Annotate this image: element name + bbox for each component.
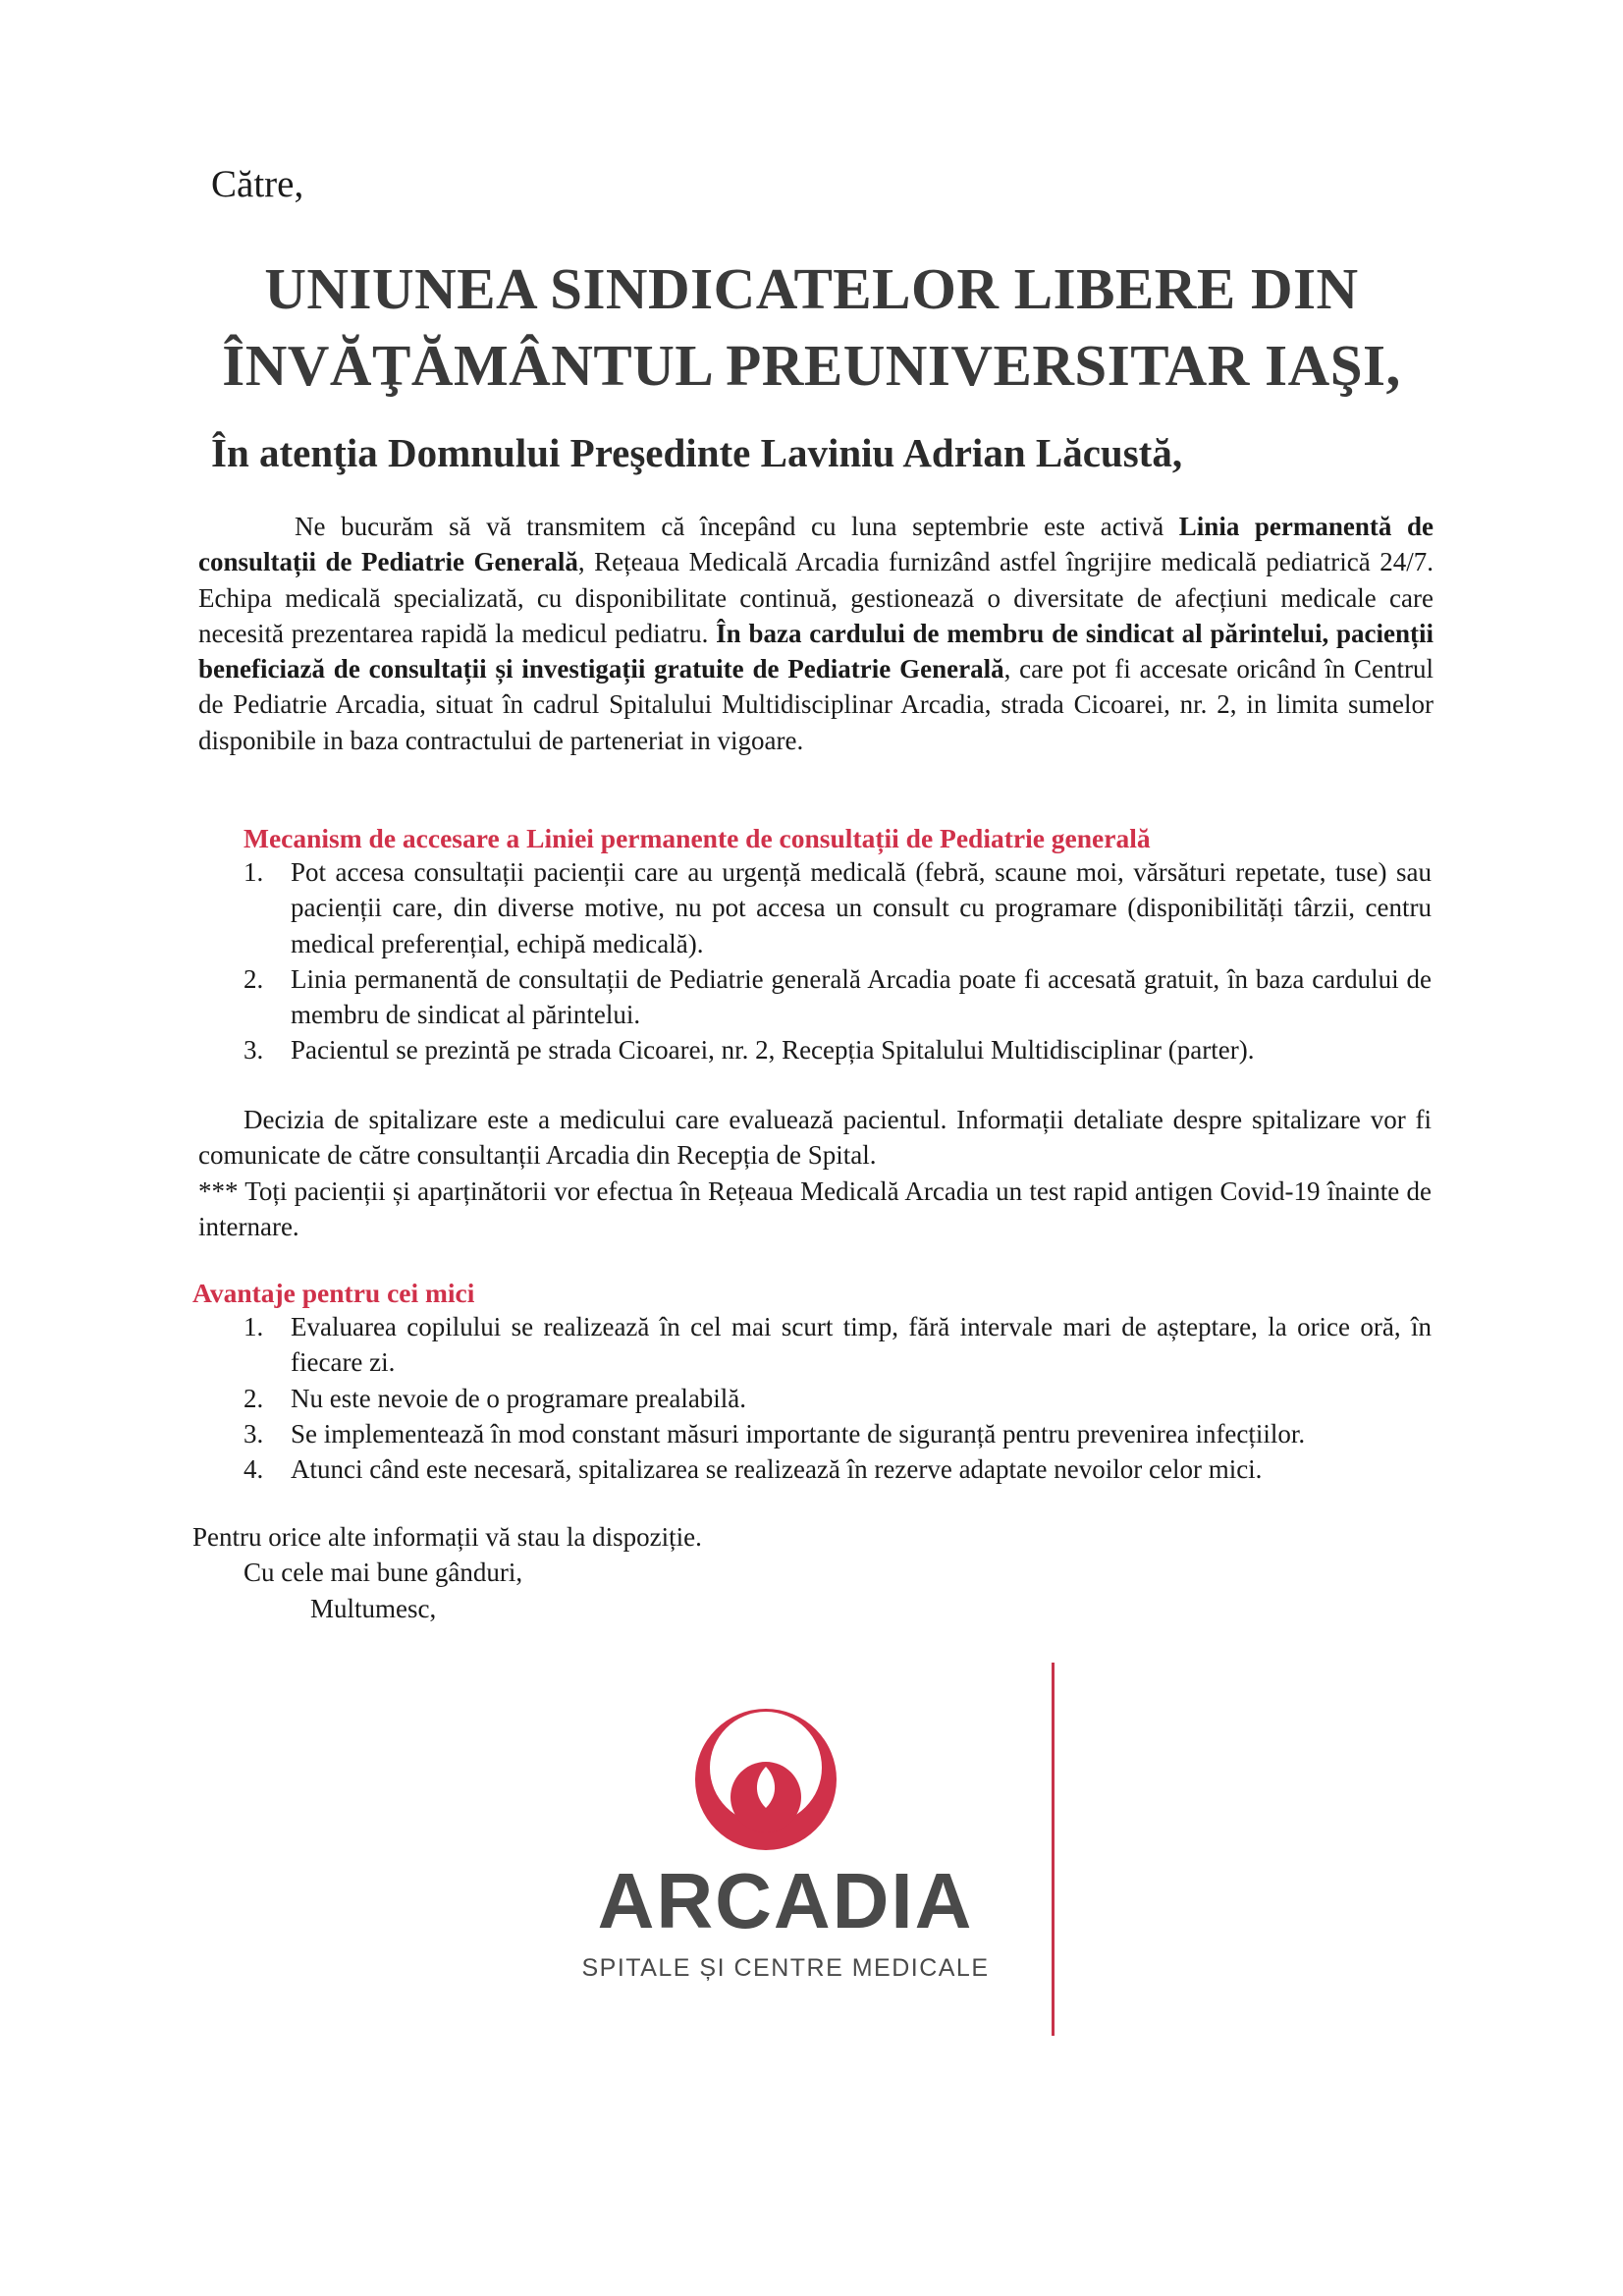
list-text: Linia permanentă de consultații de Pediatrie generală Arcadia poate fi accesată gratuit, în baza cardului de membru de sindicat al părintelui.	[291, 963, 1432, 1030]
list-text: Pot accesa consultații pacienții care au urgență medicală (febră, scaune moi, vărsături repetate, tuse) sau pacienții care, din diverse motive, nu pot accesa un consult cu programare (disponibilități târzii, centru medical preferențial, echipă medicală).	[291, 857, 1432, 958]
advantages-heading: Avantaje pentru cei mici	[192, 1278, 475, 1308]
brand-tagline: SPITALE ȘI CENTRE MEDICALE	[581, 1954, 990, 1982]
closing-line-2: Cu cele mai bune gânduri,	[243, 1558, 523, 1588]
closing-line-1: Pentru orice alte informații vă stau la dispoziție.	[192, 1522, 702, 1552]
list-item	[243, 1381, 1432, 1416]
arcadia-logo-icon	[687, 1706, 844, 1853]
list-number: 3.	[243, 1418, 264, 1449]
mechanism-heading: Mecanism de accesare a Liniei permanente de consultații de Pediatrie generală	[243, 823, 1151, 853]
list-number: 2.	[243, 1383, 264, 1413]
recipient-line-1: UNIUNEA SINDICATELOR LIBERE DIN	[264, 256, 1359, 321]
mechanism-list	[243, 854, 1432, 1068]
intro-bold-1: Linia permanentă de consultații de Pediatrie Generală	[198, 512, 1434, 577]
intro-text-3: , care pot fi accesate oricând în Centrul de Pediatrie Arcadia, situat în cadrul Spitalului Multidisciplinar Arcadia, strada Cicoarei, nr. 2, in limita sumelor disponibile in baza contractului de parteneriat in vigoare.	[198, 654, 1434, 755]
vertical-divider	[1052, 1663, 1055, 2036]
list-item	[243, 961, 1432, 1033]
list-item	[243, 1309, 1432, 1381]
closing-line-3: Multumesc,	[310, 1593, 437, 1623]
list-number: 4.	[243, 1454, 264, 1485]
attention-line: În atenţia Domnului Preşedinte Laviniu Adrian Lăcustă,	[211, 430, 1183, 475]
covid-note: *** Toți pacienții și aparținătorii vor efectua în Rețeaua Medicală Arcadia un test rapid antigen Covid-19 înainte de internare.	[198, 1175, 1432, 1241]
list-number: 2.	[243, 963, 264, 994]
list-text: Evaluarea copilului se realizează în cel mai scurt timp, fără intervale mari de așteptare, la orice oră, în fiecare zi.	[291, 1312, 1432, 1378]
list-item	[243, 1451, 1432, 1487]
list-number: 1.	[243, 857, 264, 887]
list-text: Atunci când este necesară, spitalizarea se realizează în rezerve adaptate nevoilor celor mici.	[291, 1454, 1263, 1485]
decision-paragraph	[198, 1102, 1432, 1174]
decision-text: Decizia de spitalizare este a medicului care evaluează pacientul. Informații detaliate despre spitalizare vor fi comunicate de către consultanții Arcadia din Recepția de Spital.	[198, 1105, 1432, 1171]
list-item	[243, 854, 1432, 961]
list-text: Se implementează în mod constant măsuri importante de siguranță pentru prevenirea infecțiilor.	[291, 1418, 1306, 1449]
intro-paragraph	[198, 509, 1434, 758]
list-text: Pacientul se prezintă pe strada Cicoarei, nr. 2, Recepția Spitalului Multidisciplinar (parter).	[291, 1035, 1255, 1066]
list-number: 3.	[243, 1035, 264, 1066]
intro-text-2: , Rețeaua Medicală Arcadia furnizând astfel îngrijire medicală pediatrică 24/7. Echipa medicală specializată, cu disponibilitate continuă, gestionează o diversitate de afecțiuni medicale care necesită prezentarea rapidă la medicul pediatru.	[198, 547, 1434, 648]
list-item	[243, 1032, 1432, 1067]
decision-section	[198, 1102, 1432, 1244]
list-item	[243, 1416, 1432, 1451]
salutation: Către,	[211, 163, 304, 205]
advantages-section	[192, 1278, 1432, 1487]
intro-text-1: Ne bucurăm să vă transmitem că începând cu luna septembrie este activă	[295, 512, 1179, 541]
mechanism-section	[243, 823, 1432, 1068]
recipient-line-2: ÎNVĂŢĂMÂNTUL PREUNIVERSITAR IAŞI,	[222, 333, 1401, 398]
recipient-organization	[0, 250, 1623, 404]
intro-bold-2: În baza cardului de membru de sindicat al părintelui, pacienții beneficiază de consultații și investigații gratuite de Pediatrie Generală	[198, 618, 1434, 684]
list-text: Nu este nevoie de o programare prealabilă.	[291, 1383, 747, 1413]
advantages-list	[243, 1309, 1432, 1487]
closing-block	[192, 1519, 702, 1626]
brand-name: ARCADIA	[597, 1857, 974, 1944]
list-number: 1.	[243, 1312, 264, 1341]
